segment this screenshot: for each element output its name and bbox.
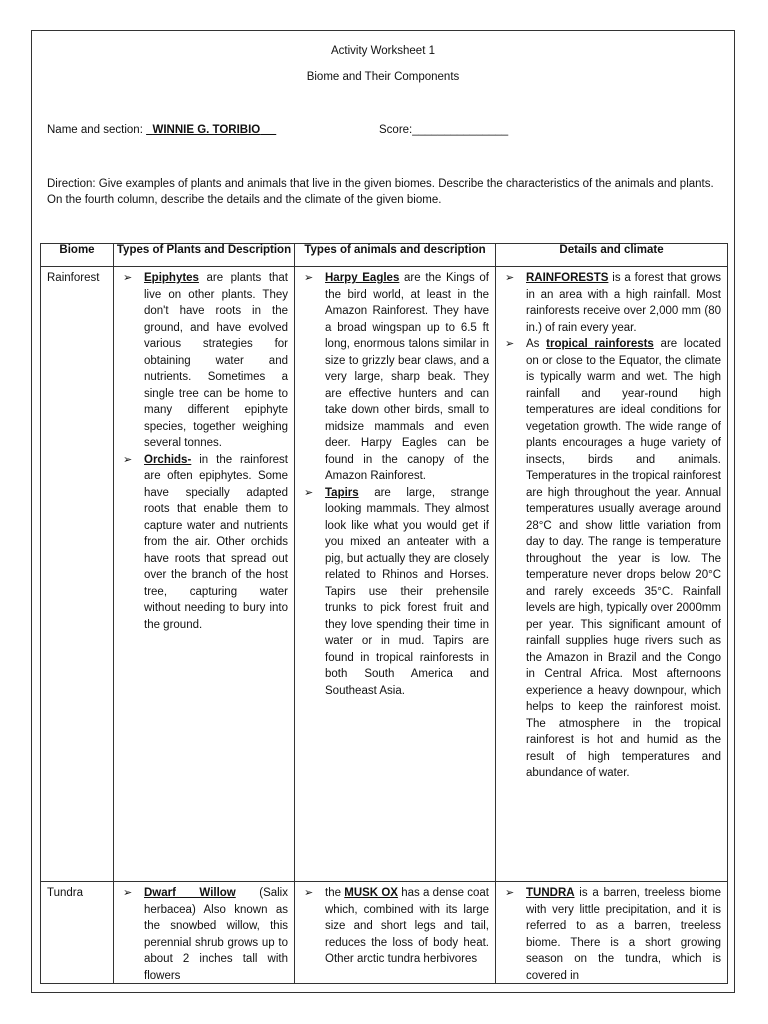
plant-description: are plants that live on other plants. They don't have roots in the ground, and have evolved various strategies for obtaining water and nutrients. Sometimes a single tree can be home to many different epiphyte species, together weighing several tonnes. bbox=[144, 272, 288, 449]
list-item bbox=[301, 270, 489, 485]
details-description: are located on or close to the Equator, the climate is typically warm and wet. The high rainfall and year-round high temperatures are ideal conditions for vegetation growth. The wide range of plants encourages a huge variety of insects, birds and animals. Temperatures in the tropical rainforest are high throughout the year. Annual temperatures usually average around 28°C and show little variation from day to day. The range is temperature throughout the year is low. The temperature never drops below 20°C and rarely exceeds 35°C. Rainfall levels are high, typically over 2000mm per year. This significant amount of rainfall supplies huge rivers such as the Amazon in Brazil and the Congo in Central Africa. Most afternoons experience a heavy downpour, which helps to keep the rainforest moist. The atmosphere in the tropical rainforest is hot and humid as the result of high temperatures and abundance of water. bbox=[526, 338, 721, 779]
biome-table bbox=[40, 243, 728, 984]
score-row bbox=[379, 124, 508, 136]
plants-cell bbox=[114, 882, 295, 984]
arrow-bullet-icon: ➢ bbox=[505, 272, 515, 284]
plant-description: (Salix herbacea) Also known as the snowbed willow, this perennial shrub grows up to about 2 inches tall with flowers bbox=[144, 887, 288, 980]
table-header-row bbox=[41, 244, 728, 267]
cell-content bbox=[502, 885, 721, 980]
list-item bbox=[301, 885, 489, 968]
animals-cell bbox=[295, 882, 496, 984]
plants-cell bbox=[114, 267, 295, 882]
name-label: Name and section: bbox=[47, 124, 147, 136]
animal-term: Harpy Eagles bbox=[325, 272, 400, 284]
header-plants: Types of Plants and Description bbox=[114, 244, 295, 267]
arrow-bullet-icon: ➢ bbox=[505, 887, 515, 899]
direction-text: Direction: Give examples of plants and animals that live in the given biomes. Describe the characteristics of the animals and plants. On the fourth column, describe the details and the climate of the given biome. bbox=[47, 178, 714, 206]
cell-content bbox=[301, 885, 489, 968]
animal-prefix: the bbox=[325, 887, 345, 899]
plant-term: Epiphytes bbox=[144, 272, 199, 284]
plant-term: Dwarf Willow bbox=[144, 887, 236, 899]
plant-term: Orchids- bbox=[144, 453, 192, 466]
list-item bbox=[120, 452, 288, 634]
header-animals: Types of animals and description bbox=[295, 244, 496, 267]
animal-description: has a dense coat which, combined with its large size and short legs and tail, reduces the loss of body heat. Other arctic tundra herbivores bbox=[325, 887, 489, 965]
name-value: WINNIE G. TORIBIO bbox=[152, 124, 261, 136]
animal-term: MUSK OX bbox=[344, 887, 398, 899]
arrow-bullet-icon: ➢ bbox=[505, 338, 515, 350]
list-item bbox=[301, 485, 489, 700]
arrow-bullet-icon: ➢ bbox=[304, 887, 314, 899]
header-details: Details and climate bbox=[496, 244, 728, 267]
list-item bbox=[502, 336, 721, 782]
arrow-bullet-icon: ➢ bbox=[123, 272, 133, 284]
biome-cell: Tundra bbox=[41, 882, 114, 984]
table-row bbox=[41, 882, 728, 984]
details-cell bbox=[496, 882, 728, 984]
details-description: is a forest that grows in an area with a high rainfall. Most rainforests receive over 2,000 mm (80 in.) of rain every year. bbox=[526, 272, 721, 334]
list-item bbox=[502, 270, 721, 336]
details-term: tropical rainforests bbox=[546, 338, 654, 350]
header-biome: Biome bbox=[41, 244, 114, 267]
animals-cell bbox=[295, 267, 496, 882]
animal-description: are large, strange looking mammals. They almost look like what you would get if you mixed an anteater with a pig, but actually they are closely related to Rhinos and Horses. Tapirs use their prehensile trunks to pick forest fruit and they love spending their time in water or in mud. Tapirs are found in tropical rainforests in both South America and Southeast Asia. bbox=[325, 486, 489, 697]
arrow-bullet-icon: ➢ bbox=[304, 272, 314, 284]
worksheet-title: Activity Worksheet 1 bbox=[331, 45, 435, 57]
cell-content bbox=[120, 885, 288, 980]
animal-description: are the Kings of the bird world, at least in the Amazon Rainforest. They have a broad wingspan up to 6.5 ft long, enormous talons similar in size to grizzly bear claws, and a very large, sharp beak. They are effective hunters and can take down other birds, small to midsize mammals and even deer. Harpy Eagles can be found in the canopy of the Amazon Rainforest. bbox=[325, 272, 490, 482]
score-label: Score: bbox=[379, 124, 413, 136]
arrow-bullet-icon: ➢ bbox=[304, 486, 314, 499]
list-item bbox=[120, 885, 288, 980]
name-section-row bbox=[47, 124, 276, 136]
details-cell bbox=[496, 267, 728, 882]
biome-cell: Rainforest bbox=[41, 267, 114, 882]
details-term: TUNDRA bbox=[526, 887, 575, 899]
table-row bbox=[41, 267, 728, 882]
worksheet-page bbox=[31, 30, 735, 993]
details-description: is a barren, treeless biome with very little precipitation, and it is referred to as a barren, treeless biome. There is a short growing season on the tundra, which is covered in bbox=[526, 887, 721, 980]
details-term: RAINFORESTS bbox=[526, 272, 609, 284]
animal-term: Tapirs bbox=[325, 486, 359, 499]
list-item bbox=[120, 270, 288, 452]
arrow-bullet-icon: ➢ bbox=[123, 453, 133, 466]
details-prefix: As bbox=[526, 338, 547, 350]
score-blank: _______________ bbox=[412, 124, 509, 136]
plant-description: in the rainforest are often epiphytes. Some have specially adapted roots that enable them to capture water and nutrients from the air. Other orchids have roots that spread out over the branch of the host tree, capturing water without needing to bury into the ground. bbox=[144, 453, 288, 631]
worksheet-subtitle: Biome and Their Components bbox=[306, 71, 460, 83]
arrow-bullet-icon: ➢ bbox=[123, 887, 133, 899]
list-item bbox=[502, 885, 721, 980]
